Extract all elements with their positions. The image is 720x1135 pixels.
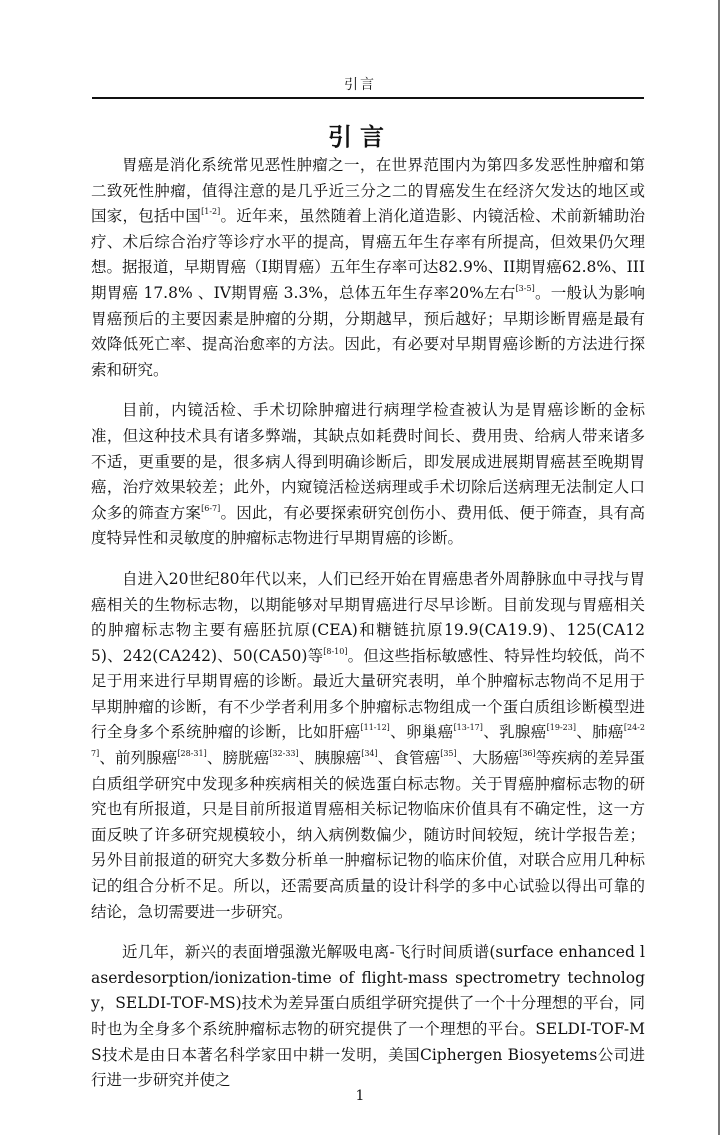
citation-superscript: [34] (361, 749, 378, 759)
section-title: 引言 (328, 122, 392, 151)
page-number: 1 (355, 1088, 365, 1104)
citation-superscript: [11-12] (360, 723, 390, 733)
paragraph-text: 近几年，新兴的表面增强激光解吸电离-飞行时间质谱(surface enhanced laserdesorption/ionization-time of flight-mass spectrometry technology，SELDI-TOF-MS)技术为差异蛋白质组学研究提供了一个十分理想的平台，同时也为全身多个系统肿瘤标志物的研究提供了一个理想的平台。SELDI-TOF-MS技术是由日本著名科学家田中耕一发明，美国Ciphergen Biosyetems公司进行进一步研究并使之 (91, 943, 645, 1090)
paragraph-text: 、前列腺癌 (99, 749, 178, 768)
paragraph-text: 、食管癌 (377, 749, 441, 768)
paragraph-text: 。一般认为影响胃癌预后的主要因素是肿瘤的分期，分期越早，预后越好；早期诊断胃癌是最有效降低死亡率、提高治愈率的方法。因此，有必要对早期胃癌诊断的方法进行探索和研究。 (91, 283, 645, 379)
paragraph-text: 。近年来，虽然随着上消化道造影、内镜活检、术前新辅助治疗、术后综合治疗等诊疗水平的提高，胃癌五年生存率有所提高，但效果仍欠理想。据报道，早期胃癌（I期胃癌）五年生存率可达82.9%、II期胃癌62.8%、III期胃癌 17.8% 、IV期胃癌 3.3%，总体五年生存率20%左右 (91, 207, 645, 302)
body-paragraph (91, 567, 645, 925)
header-divider (92, 97, 644, 99)
body-paragraph (91, 153, 645, 383)
citation-superscript: [6-7] (201, 503, 221, 513)
body-text (91, 153, 645, 1109)
paragraph-text: 、大肠癌 (456, 749, 520, 768)
citation-superscript: [19-23] (546, 723, 576, 733)
citation-superscript: [24-27] (91, 723, 645, 759)
paragraph-text: 等疾病的差异蛋白质组学研究中发现多种疾病相关的候选蛋白标志物。关于胃癌肿瘤标志物的研究也有所报道，只是目前所报道胃癌相关标记物临床价值具有不确定性，这一方面反映了许多研究规模较小，纳入病例数偏少，随访时间较短，统计学报告差；另外目前报道的研究大多数分析单一肿瘤标记物的临床价值，对联合应用几种标记的组合分析不足。所以，还需要高质量的设计科学的多中心试验以得出可靠的结论，急切需要进一步研究。 (91, 749, 645, 921)
citation-superscript: [13-17] (453, 723, 483, 733)
citation-superscript: [28-31] (177, 749, 207, 759)
paragraph-text: 目前，内镜活检、手术切除肿瘤进行病理学检查被认为是胃癌诊断的金标准，但这种技术具有诸多弊端，其缺点如耗费时间长、费用贵、给病人带来诸多不适，更重要的是，很多病人得到明确诊断后，即发展成进展期胃癌甚至晚期胃癌，治疗效果较差；此外，内窥镜活检送病理或手术切除后送病理无法制定人口众多的筛查方案 (91, 401, 645, 522)
paragraph-text: 、乳腺癌 (482, 723, 547, 742)
citation-superscript: [35] (440, 749, 457, 759)
citation-superscript: [8-10] (323, 646, 348, 656)
citation-superscript: [32-33] (269, 749, 299, 759)
citation-superscript: [3-5] (515, 283, 535, 293)
paragraph-text: 。但这些指标敏感性、特异性均较低，尚不足于用来进行早期胃癌的诊断。最近大量研究表明，单个肿瘤标志物尚不足用于早期肿瘤的诊断，有不少学者利用多个肿瘤标志物组成一个蛋白质组诊断模型进行全身多个系统肿瘤的诊断，比如肝癌 (91, 646, 645, 742)
body-paragraph (91, 940, 645, 1094)
running-header: 引言 (344, 77, 376, 93)
citation-superscript: [1-2] (201, 207, 221, 217)
paragraph-text: 。因此，有必要探索研究创伤小、费用低、便于筛查，具有高度特异性和灵敏度的肿瘤标志物进行早期胃癌的诊断。 (91, 503, 645, 548)
paragraph-text: 、胰腺癌 (298, 749, 362, 768)
body-paragraph (91, 398, 645, 552)
paragraph-text: 、膀胱癌 (206, 749, 270, 768)
paragraph-text: 、卵巢癌 (389, 723, 454, 742)
paragraph-text: 自进入20世纪80年代以来，人们已经开始在胃癌患者外周静脉血中寻找与胃癌相关的生物标志物，以期能够对早期胃癌进行尽早诊断。目前发现与胃癌相关的肿瘤标志物主要有癌胚抗原(CEA)和糖链抗原19.9(CA19.9)、125(CA125)、242(CA242)、50(CA50)等 (91, 569, 645, 665)
paragraph-text: 、肺癌 (575, 723, 624, 742)
citation-superscript: [36] (519, 749, 536, 759)
paragraph-text: 胃癌是消化系统常见恶性肿瘤之一，在世界范围内为第四多发恶性肿瘤和第二致死性肿瘤，值得注意的是几乎近三分之二的胃癌发生在经济欠发达的地区或国家，包括中国 (91, 156, 645, 226)
